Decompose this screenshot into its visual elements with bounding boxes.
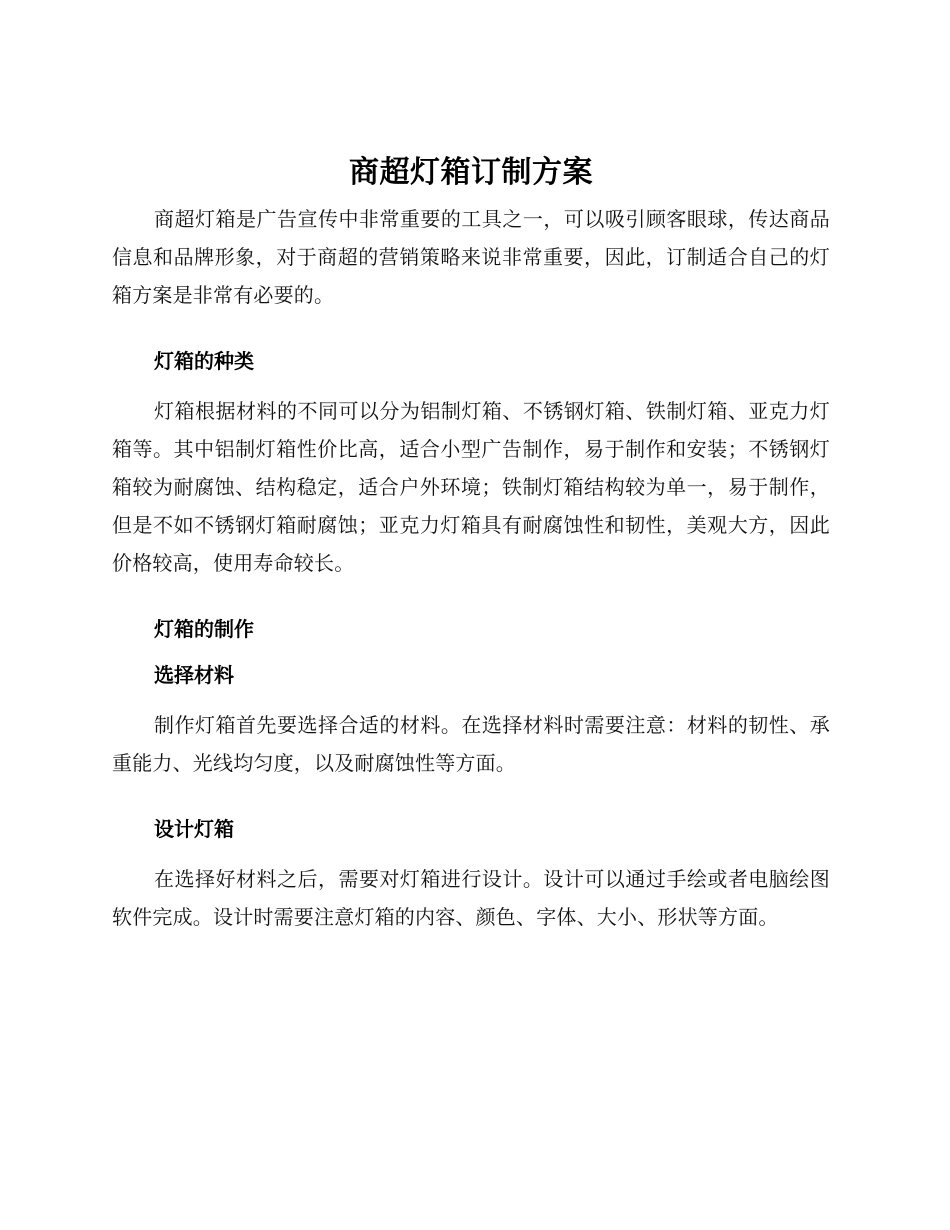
section-heading-production: 灯箱的制作 <box>154 617 254 641</box>
section-heading-materials: 选择材料 <box>154 663 234 687</box>
section-body-design: 在选择好材料之后，需要对灯箱进行设计。设计可以通过手绘或者电脑绘图软件完成。设计时需要注意灯箱的内容、颜色、字体、大小、形状等方面。 <box>112 867 830 929</box>
section-body-materials: 制作灯箱首先要选择合适的材料。在选择材料时需要注意：材料的韧性、承重能力、光线均匀度，以及耐腐蚀性等方面。 <box>112 713 830 775</box>
document-title: 商超灯箱订制方案 <box>349 155 593 190</box>
spacer <box>112 314 830 332</box>
spacer <box>112 582 830 600</box>
section-heading-types: 灯箱的种类 <box>154 349 254 373</box>
section-body-types: 灯箱根据材料的不同可以分为铝制灯箱、不锈钢灯箱、铁制灯箱、亚克力灯箱等。其中铝制灯箱性价比高，适合小型广告制作，易于制作和安装；不锈钢灯箱较为耐腐蚀、结构稳定，适合户外环境；铁制灯箱结构较为单一，易于制作，但是不如不锈钢灯箱耐腐蚀；亚克力灯箱具有耐腐蚀性和韧性，美观大方，因此价格较高，使用寿命较长。 <box>112 399 830 575</box>
document-page <box>112 150 830 936</box>
section-heading-design: 设计灯箱 <box>154 817 234 841</box>
intro-paragraph: 商超灯箱是广告宣传中非常重要的工具之一，可以吸引顾客眼球，传达商品信息和品牌形象，对于商超的营销策略来说非常重要，因此，订制适合自己的灯箱方案是非常有必要的。 <box>112 207 830 307</box>
spacer <box>112 782 830 800</box>
